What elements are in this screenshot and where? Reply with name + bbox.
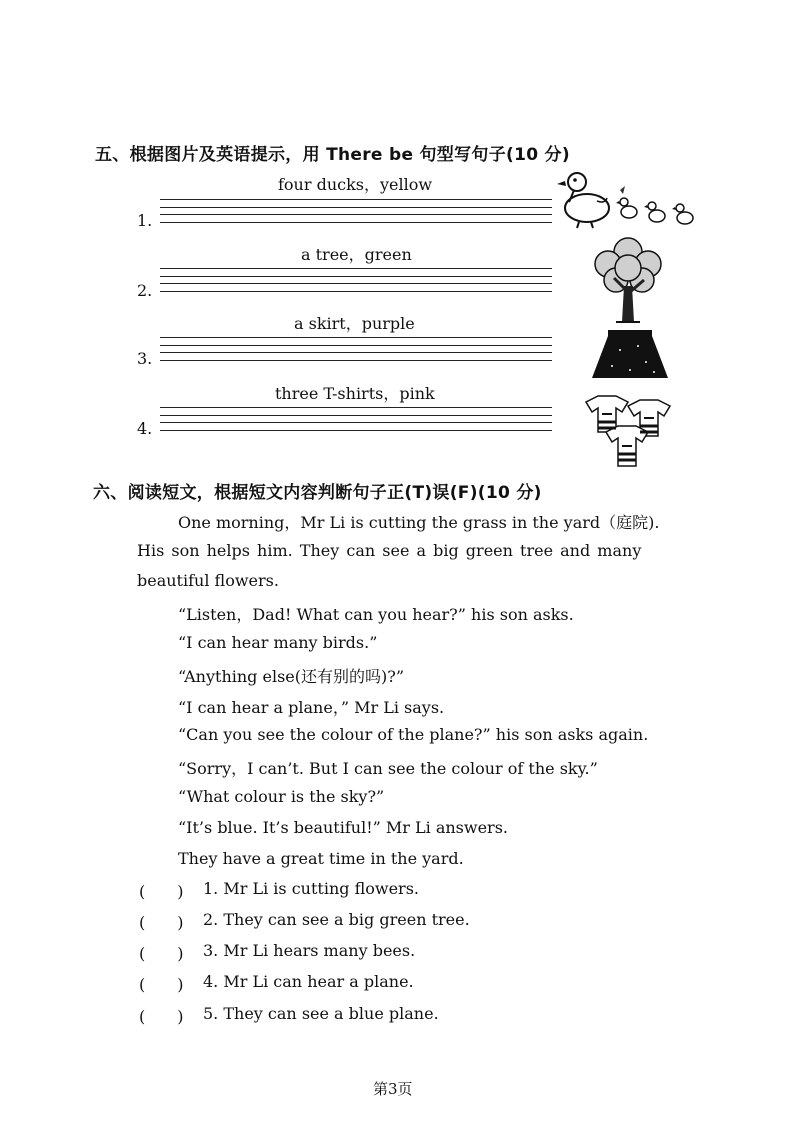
answer-blank[interactable]: ( ) bbox=[139, 882, 184, 901]
question-text: 3. Mr Li hears many bees. bbox=[203, 941, 416, 960]
passage-line: His son helps him. They can see a big green tree and many bbox=[137, 541, 642, 560]
answer-blank[interactable]: ( ) bbox=[139, 1007, 184, 1026]
passage-line: “I can hear a plane，” Mr Li says. bbox=[178, 698, 445, 717]
question-text: 4. Mr Li can hear a plane. bbox=[203, 972, 414, 991]
answer-blank[interactable]: ( ) bbox=[139, 975, 184, 994]
item1-number: 1. bbox=[137, 211, 153, 230]
answer-blank[interactable]: ( ) bbox=[139, 944, 184, 963]
question-text: 5. They can see a blue plane. bbox=[203, 1004, 439, 1023]
item3-hint: a skirt，purple bbox=[294, 314, 415, 333]
passage-line: beautiful flowers. bbox=[137, 571, 279, 590]
passage-line: “I can hear many birds.” bbox=[178, 633, 378, 652]
passage-line: “Listen，Dad! What can you hear?” his son asks. bbox=[178, 605, 574, 624]
passage-line: “Sorry，I can’t. But I can see the colour of the sky.” bbox=[178, 759, 598, 778]
question-text: 1. Mr Li is cutting flowers. bbox=[203, 879, 419, 898]
item2-hint: a tree，green bbox=[301, 245, 412, 264]
ducks-icon bbox=[557, 168, 702, 234]
tshirts-icon bbox=[582, 392, 674, 474]
item4-hint: three T-shirts，pink bbox=[275, 384, 435, 403]
item2-number: 2. bbox=[137, 281, 153, 300]
item4-answer-lines[interactable] bbox=[160, 407, 552, 437]
section6-title: 六、阅读短文，根据短文内容判断句子正(T)误(F)(10 分) bbox=[93, 483, 542, 503]
section5-title: 五、根据图片及英语提示，用 There be 句型写句子(10 分) bbox=[95, 145, 570, 165]
passage-line: “Can you see the colour of the plane?” his son asks again. bbox=[178, 725, 649, 744]
page-number: 第3页 bbox=[373, 1080, 413, 1098]
passage-line: One morning，Mr Li is cutting the grass in the yard（庭院). bbox=[178, 513, 660, 532]
item3-number: 3. bbox=[137, 349, 153, 368]
skirt-icon bbox=[590, 328, 670, 382]
passage-line: They have a great time in the yard. bbox=[178, 849, 464, 868]
passage-line: “It’s blue. It’s beautiful!” Mr Li answers. bbox=[178, 818, 508, 837]
tree-icon bbox=[588, 234, 668, 326]
item4-number: 4. bbox=[137, 419, 153, 438]
item3-answer-lines[interactable] bbox=[160, 337, 552, 367]
passage-line: “What colour is the sky?” bbox=[178, 787, 385, 806]
question-text: 2. They can see a big green tree. bbox=[203, 910, 470, 929]
passage-line: “Anything else(还有别的吗)?” bbox=[178, 667, 405, 686]
item2-answer-lines[interactable] bbox=[160, 268, 552, 298]
answer-blank[interactable]: ( ) bbox=[139, 913, 184, 932]
item1-hint: four ducks，yellow bbox=[278, 175, 433, 194]
item1-answer-lines[interactable] bbox=[160, 199, 552, 229]
